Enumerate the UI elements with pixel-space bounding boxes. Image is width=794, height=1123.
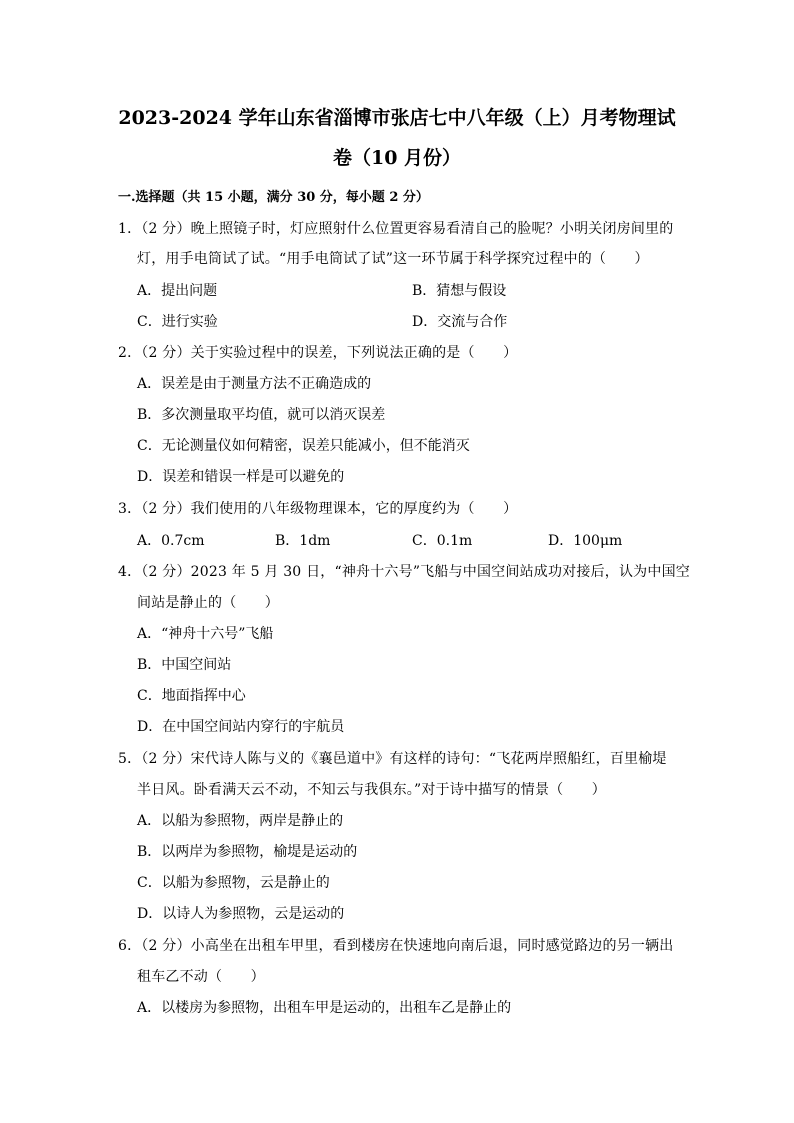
q1-option-a: A．提出问题 [137, 283, 218, 299]
q1-option-d: D．交流与合作 [412, 314, 508, 330]
q1-option-b: B．猜想与假设 [412, 283, 507, 299]
q4-option-a: A．“神舟十六号”飞船 [137, 626, 274, 642]
q4-option-b: B．中国空间站 [137, 657, 232, 673]
q2-option-b: B．多次测量取平均值，就可以消灭误差 [137, 407, 386, 423]
q3-option-c: C．0.1m [412, 533, 473, 549]
q6-option-a: A．以楼房为参照物，出租车甲是运动的，出租车乙是静止的 [137, 1000, 512, 1016]
section-heading: 一.选择题（共 15 小题，满分 30 分，每小题 2 分） [118, 190, 429, 205]
q3-option-d: D．100μm [548, 533, 623, 549]
q4-option-c: C．地面指挥中心 [137, 688, 246, 704]
q1-option-c: C．进行实验 [137, 314, 218, 330]
document-title-line-1: 2023-2024 学年山东省淄博市张店七中八年级（上）月考物理试 [118, 107, 676, 129]
q5-option-b: B．以两岸为参照物，榆堤是运动的 [137, 844, 358, 860]
q4-stem-line-2: 间站是静止的（ ） [137, 595, 279, 611]
q4-option-d: D．在中国空间站内穿行的宇航员 [137, 719, 345, 735]
q5-option-d: D．以诗人为参照物，云是运动的 [137, 906, 345, 922]
q6-stem-line-2: 租车乙不动（ ） [137, 969, 265, 985]
q3-stem: 3．（2 分）我们使用的八年级物理课本，它的厚度约为（ ） [118, 501, 518, 517]
q2-option-c: C．无论测量仪如何精密，误差只能减小，但不能消灭 [137, 438, 470, 454]
q5-stem-line-1: 5．（2 分）宋代诗人陈与义的《襄邑道中》有这样的诗句：“飞花两岸照船红，百里榆堤 [118, 751, 667, 767]
q3-option-a: A．0.7cm [137, 533, 205, 549]
q5-option-c: C．以船为参照物，云是静止的 [137, 875, 330, 891]
q5-option-a: A．以船为参照物，两岸是静止的 [137, 813, 344, 829]
q2-option-a: A．误差是由于测量方法不正确造成的 [137, 376, 372, 392]
q6-stem-line-1: 6．（2 分）小高坐在出租车甲里，看到楼房在快速地向南后退，同时感觉路边的另一辆出 [118, 938, 674, 954]
q5-stem-line-2: 半日风。卧看满天云不动，不知云与我俱东。”对于诗中描写的情景（ ） [137, 782, 606, 798]
document-title-line-2: 卷（10 月份） [332, 147, 462, 169]
q2-stem: 2．（2 分）关于实验过程中的误差，下列说法正确的是（ ） [118, 345, 518, 361]
q2-option-d: D．误差和错误一样是可以避免的 [137, 469, 345, 485]
q1-stem-line-1: 1．（2 分）晚上照镜子时，灯应照射什么位置更容易看清自己的脸呢？小明关闭房间里的 [118, 221, 674, 237]
q4-stem-line-1: 4．（2 分）2023 年 5 月 30 日，“神舟十六号”飞船与中国空间站成功对接后，认为中国空 [118, 564, 690, 580]
q1-stem-line-2: 灯，用手电筒试了试。“用手电筒试了试”这一环节属于科学探究过程中的（ ） [137, 251, 649, 267]
q3-option-b: B．1dm [275, 533, 331, 549]
